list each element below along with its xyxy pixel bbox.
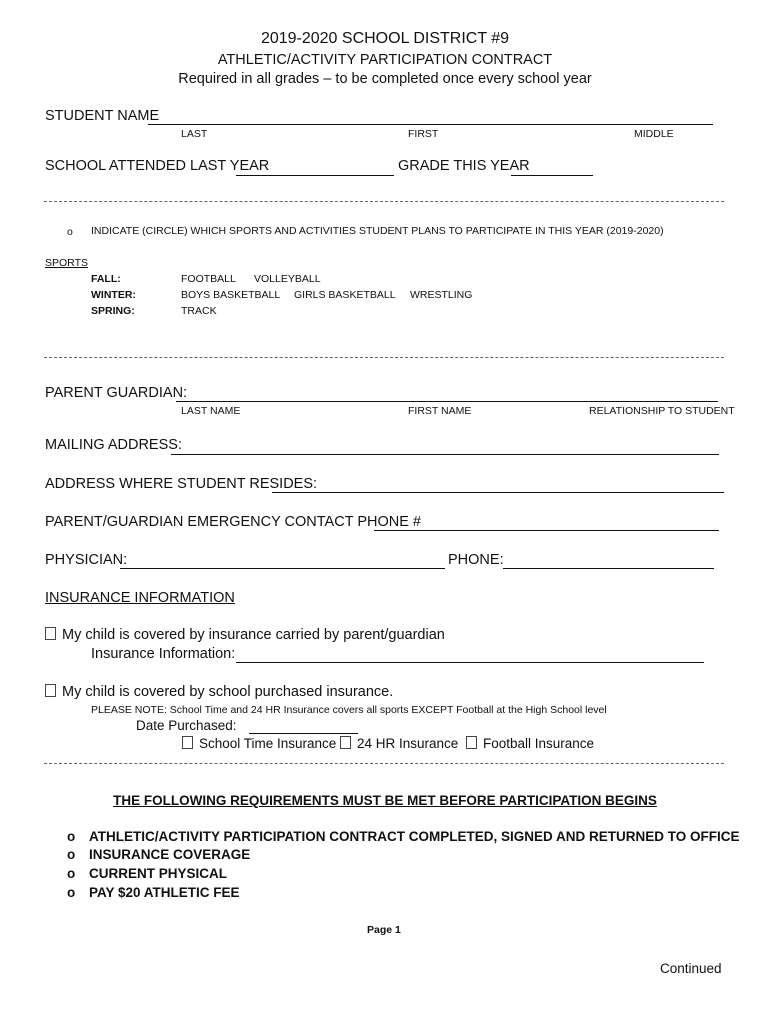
physician-phone-field[interactable] <box>503 568 714 569</box>
emergency-phone-field[interactable] <box>374 530 719 531</box>
checkbox[interactable] <box>45 684 56 697</box>
sports-heading: SPORTS <box>45 257 88 269</box>
physician-label: PHYSICIAN: <box>45 552 128 568</box>
requirement-item: o CURRENT PHYSICAL <box>67 866 228 881</box>
activities-instruction: INDICATE (CIRCLE) WHICH SPORTS AND ACTIVITIES STUDENT PLANS TO PARTICIPATE IN THIS YEAR (2019-2020) <box>91 225 664 237</box>
requirement-item: o PAY $20 ATHLETIC FEE <box>67 885 240 900</box>
sport-option[interactable]: TRACK <box>181 305 217 317</box>
bullet-icon: o <box>67 866 76 881</box>
resides-field[interactable] <box>272 492 724 493</box>
insurance-option-parent[interactable] <box>45 627 445 643</box>
guardian-relationship-caption: RELATIONSHIP TO STUDENT <box>589 405 735 417</box>
checkbox[interactable] <box>45 627 56 640</box>
emergency-label: PARENT/GUARDIAN EMERGENCY CONTACT PHONE # <box>45 514 421 530</box>
insurance-info-field[interactable] <box>236 662 704 663</box>
phone-label: PHONE: <box>448 552 504 568</box>
insurance-type-label: School Time Insurance <box>199 736 337 751</box>
physician-field[interactable] <box>120 568 445 569</box>
student-name-label: STUDENT NAME <box>45 108 160 124</box>
insurance-type-label: Football Insurance <box>483 736 595 751</box>
section-divider <box>44 201 724 202</box>
insurance-type-option[interactable] <box>466 736 594 751</box>
bullet-icon: o <box>67 885 76 900</box>
student-name-field[interactable] <box>148 124 713 125</box>
requirement-item: o INSURANCE COVERAGE <box>67 847 251 862</box>
fall-label: FALL: <box>91 273 121 285</box>
requirement-item: o ATHLETIC/ACTIVITY PARTICIPATION CONTRACT COMPLETED, SIGNED AND RETURNED TO OFFICE <box>67 829 740 844</box>
insurance-option-label: My child is covered by insurance carried by parent/guardian <box>62 627 445 643</box>
checkbox[interactable] <box>340 736 351 749</box>
date-purchased-label: Date Purchased: <box>136 718 237 733</box>
resides-label: ADDRESS WHERE STUDENT RESIDES: <box>45 476 318 492</box>
bullet-icon: o <box>67 829 76 844</box>
spring-label: SPRING: <box>91 305 135 317</box>
student-first-caption: FIRST <box>408 128 439 140</box>
sport-option[interactable]: VOLLEYBALL <box>254 273 321 285</box>
form-note: Required in all grades – to be completed once every school year <box>178 71 592 87</box>
form-title: 2019-2020 SCHOOL DISTRICT #9 <box>260 30 510 47</box>
section-divider <box>44 763 724 764</box>
requirements-heading: THE FOLLOWING REQUIREMENTS MUST BE MET BEFORE PARTICIPATION BEGINS <box>113 793 657 808</box>
date-purchased-field[interactable] <box>249 733 358 734</box>
insurance-type-label: 24 HR Insurance <box>357 736 459 751</box>
section-divider <box>44 357 724 358</box>
sport-option[interactable]: BOYS BASKETBALL <box>181 289 281 301</box>
insurance-type-option[interactable] <box>182 736 336 751</box>
sport-option[interactable]: FOOTBALL <box>181 273 236 285</box>
student-middle-caption: MIDDLE <box>634 128 674 140</box>
insurance-option-label: My child is covered by school purchased insurance. <box>62 684 394 700</box>
guardian-name-field[interactable] <box>176 401 718 402</box>
student-last-caption: LAST <box>181 128 208 140</box>
grade-label: GRADE THIS YEAR <box>398 158 530 174</box>
insurance-option-school[interactable] <box>45 684 393 700</box>
sport-option[interactable]: GIRLS BASKETBALL <box>294 289 396 301</box>
insurance-heading: INSURANCE INFORMATION <box>45 590 235 606</box>
insurance-type-option[interactable] <box>340 736 458 751</box>
checkbox[interactable] <box>466 736 477 749</box>
sport-option[interactable]: WRESTLING <box>410 289 473 301</box>
grade-field[interactable] <box>511 175 593 176</box>
guardian-first-caption: FIRST NAME <box>408 405 472 417</box>
mailing-label: MAILING ADDRESS: <box>45 437 182 453</box>
checkbox[interactable] <box>182 736 193 749</box>
insurance-info-label: Insurance Information: <box>91 646 236 662</box>
guardian-label: PARENT GUARDIAN: <box>45 385 188 401</box>
bullet-icon: o <box>67 226 73 238</box>
insurance-notice: PLEASE NOTE: School Time and 24 HR Insurance covers all sports EXCEPT Football at the High School level <box>91 704 607 716</box>
winter-label: WINTER: <box>91 289 136 301</box>
school-label: SCHOOL ATTENDED LAST YEAR <box>45 158 270 174</box>
mailing-field[interactable] <box>171 454 719 455</box>
form-subtitle: ATHLETIC/ACTIVITY PARTICIPATION CONTRACT <box>217 52 553 68</box>
school-field[interactable] <box>236 175 394 176</box>
page-number: Page 1 <box>367 924 401 936</box>
guardian-last-caption: LAST NAME <box>181 405 241 417</box>
bullet-icon: o <box>67 847 76 862</box>
continued-label: Continued <box>660 961 722 976</box>
